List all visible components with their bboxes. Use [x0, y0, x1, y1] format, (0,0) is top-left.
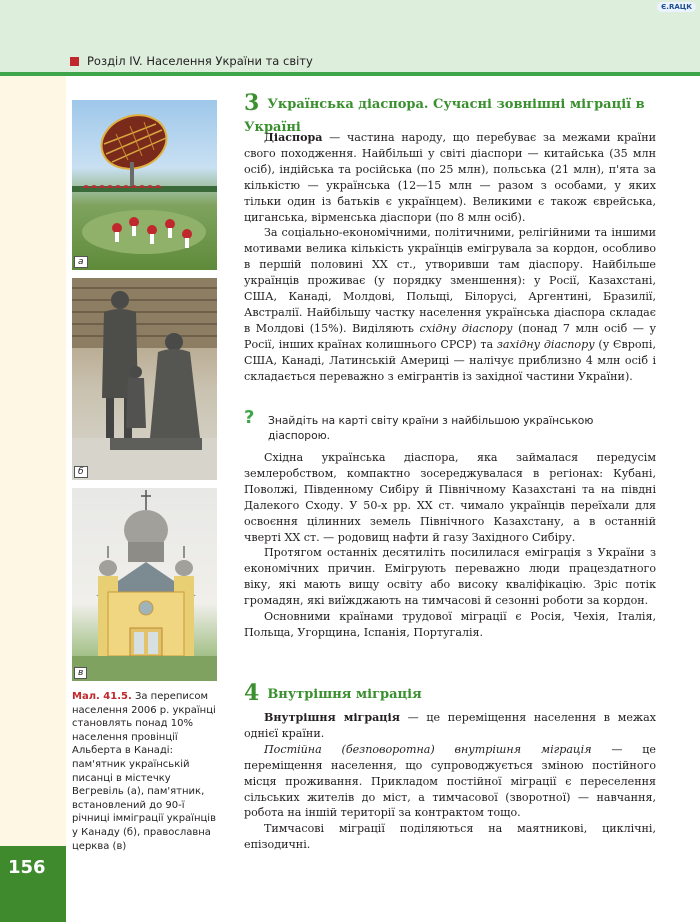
diaspora-paragraph-2: За соціально-економічними, політичними, релігійними та іншими мотивами велика кількість українців емігрувала за кордон, особливо в першій половині XX ст., утворивши там діаспору. Найбільше українців проживає (у порядку зменшення): у Росії, Казахстані, США, Канаді, Молдові, Польщі, Білорусі, Аргентині, Бразилії, Австралії. Найбільшу частку населення українська діаспора складає в Молдові (15%). Виділяють східну діаспору (понад 7 млн осіб — у Росії, інших країнах колишнього СРСР) та західну діаспору (у Європі, США, Канаді, Латинській Америці — налічує приблизно 4 млн осіб і складається переважно з емігрантів із західної частини України).: [244, 226, 656, 383]
photo-immigrant-monument: [72, 278, 217, 480]
term-western-diaspora: західну діаспору: [496, 337, 595, 351]
photo-tag-c: в: [74, 667, 87, 679]
section-3-body-part1: [244, 130, 656, 385]
section-4-number: 4: [244, 680, 260, 706]
section-3-heading: [244, 90, 656, 135]
section-4-body: [244, 710, 656, 853]
left-margin: [0, 76, 66, 922]
caption-label: Мал. 41.5.: [72, 691, 132, 702]
header-rule: [0, 72, 700, 76]
section-title: Розділ IV. Населення України та світу: [87, 54, 313, 68]
figure-caption: [72, 690, 220, 853]
section-4-heading: [244, 680, 656, 706]
labour-migration-paragraph: Основними країнами трудової міграції є Росія, Чехія, Італія, Польща, Угорщина, Іспанія, Португалія.: [244, 610, 656, 639]
term-internal-migration: Внутрішня міграція: [264, 711, 400, 724]
photo-pysanka-monument: [72, 100, 217, 270]
section-4-title: Внутрішня міграція: [267, 687, 422, 702]
temporary-migration-paragraph: Тимчасові міграції поділяються на маятникові, циклічні, епізодичні.: [244, 822, 656, 852]
question-mark-icon: ?: [244, 407, 255, 428]
section-marker-icon: [70, 57, 79, 66]
church-illustration: [72, 488, 217, 681]
question-block: [244, 407, 656, 443]
term-permanent-migration: Постійна (безповоротна) внутрішня міграція: [264, 742, 592, 756]
section-3-number: 3: [244, 90, 260, 116]
page-number: 156: [8, 857, 46, 878]
term-diaspora: Діаспора: [264, 131, 323, 144]
caption-text: За переписом населення 2006 р. українці становлять понад 10% населення провінції Альберта в Канаді: пам'ятник українській писанці в містечку Вегревіль (а), пам'ятник, встановлений до 90-ї річниці імміграції українців у Канаду (б), православна церква (в): [72, 691, 216, 852]
emigration-paragraph: Протягом останніх десятиліть посилилася еміграція з України з економічних причин. Емігрують переважно люди працездатного віку, які мають вищу освіту або високу кваліфікацію. Зріс потік громадян, які виїжджають на тимчасові й сезонні роботи за кордон.: [244, 546, 656, 608]
internal-migration-definition: Внутрішня міграція — це переміщення населення в межах однієї країни.: [244, 711, 656, 740]
photo-orthodox-church: [72, 488, 217, 681]
pysanka-illustration: [72, 100, 217, 270]
section-3-body-part2: [244, 450, 656, 641]
permanent-migration-paragraph: Постійна (безповоротна) внутрішня міграція — це переміщення населення, що супроводжується зміною постійного місця проживання. Прикладом постійної міграції є переселення сільських жителів до міст, а тимчасової (зворотної) — навчання, робота на іншій території за контрактом тощо.: [244, 742, 656, 820]
publisher-logo: Є.RAЦК: [657, 2, 696, 12]
section-3-title: Українська діаспора. Сучасні зовнішні міграції в Україні: [244, 97, 645, 135]
photo-tag-b: б: [74, 466, 88, 478]
eastern-diaspora-paragraph: Східна українська діаспора, яка займалася передусім землеробством, компактно зосереджувалася в регіонах: Кубані, Поволжі, Південному Сибіру й Північному Казахстані та на півдні Далекого Сходу. У 50-х рр. XX ст. чимало українців переїхали для освоєння цілинних земель Північного Казахстану, а в останній чверті XX ст. — родовищ нафти й газу Західного Сибіру.: [244, 451, 656, 544]
section-heading: [70, 54, 313, 68]
monument-illustration: [72, 278, 217, 480]
photo-tag-a: а: [74, 256, 88, 268]
diaspora-definition: Діаспора — частина народу, що перебуває за межами країни свого походження. Найбільші у світі діаспори — китайська (35 млн осіб), індійська та російська (по 25 млн), польська (21 млн), п'ята за кількістю — українська (12—15 млн — разом з особами, у яких тільки один із батьків є українцем). Великими є також єврейська, циганська, вірменська діаспори (по 8 млн осіб).: [244, 131, 656, 224]
term-eastern-diaspora: східну діаспору: [419, 321, 513, 335]
question-text: Знайдіть на карті світу країни з найбільшою українською діаспорою.: [268, 414, 594, 442]
